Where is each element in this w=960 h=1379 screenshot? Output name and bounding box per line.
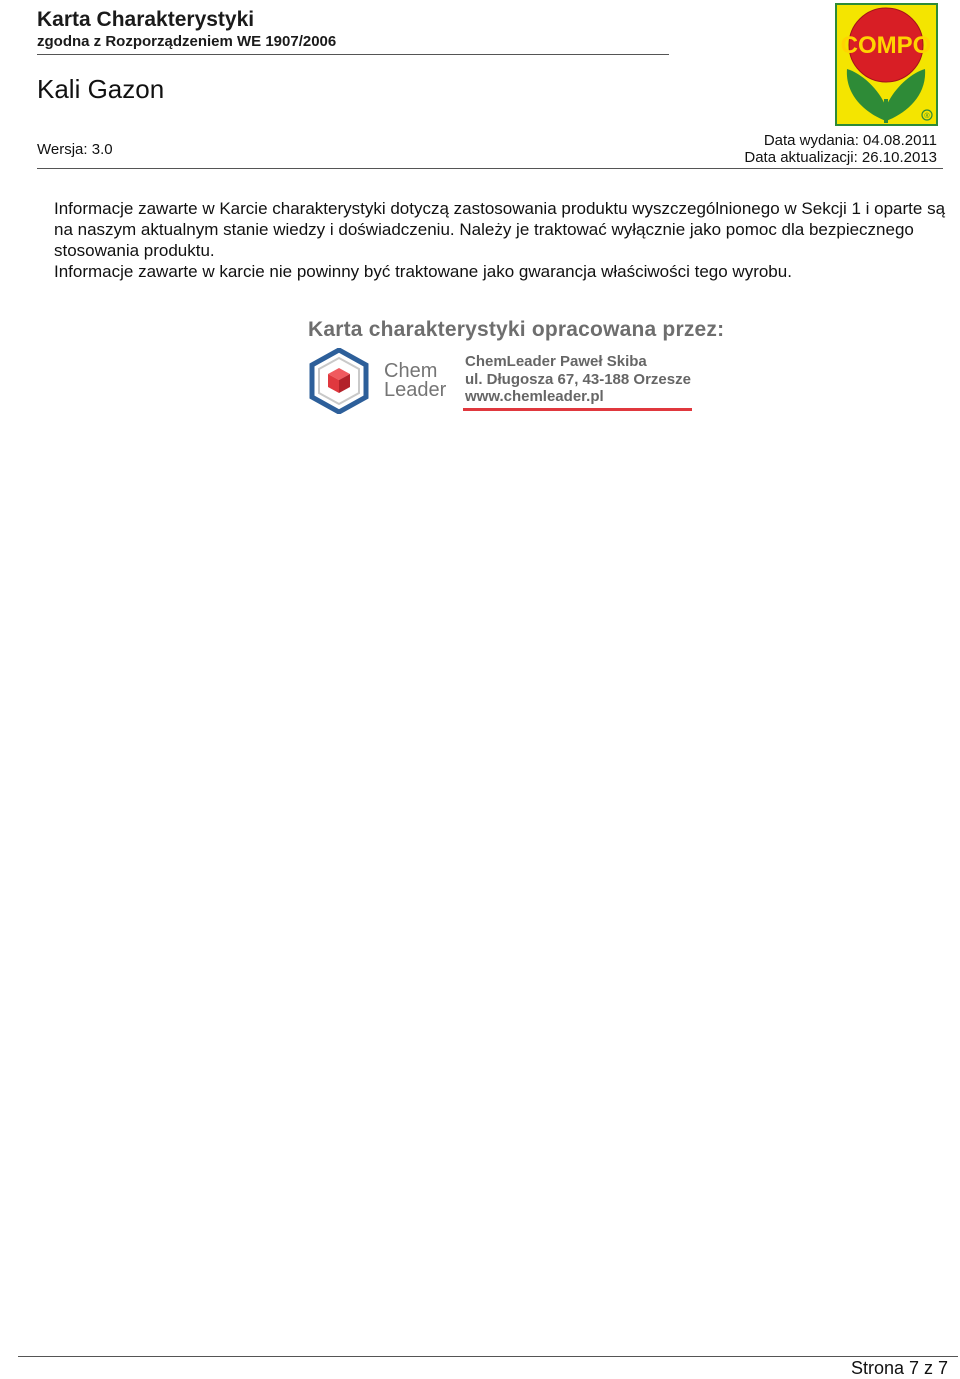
disclaimer-paragraph-2: Informacje zawarte w karcie nie powinny być traktowane jako gwarancja właściwości tego wyrobu.	[54, 262, 792, 281]
company-address: ul. Długosza 67, 43-188 Orzesze	[465, 371, 691, 388]
disclaimer-paragraph-1: Informacje zawarte w Karcie charakterystyki dotyczą zastosowania produktu wyszczególnionego w Sekcji 1 i oparte są na naszym aktualnym stanie wiedzy i doświadczeniu. Należy je traktować wyłącznie jako pomoc dla bezpiecznego stosowania produktu.	[54, 199, 946, 260]
compo-logo-text: COMPO	[840, 32, 932, 59]
credit-accent-line	[463, 408, 692, 411]
registered-mark: ®	[924, 113, 930, 120]
chemleader-cube-icon	[309, 348, 369, 414]
issue-date: Data wydania: 04.08.2011	[763, 132, 937, 149]
company-name: ChemLeader Paweł Skiba	[465, 353, 647, 370]
credit-heading: Karta charakterystyki opracowana przez:	[308, 318, 725, 341]
chemleader-brand-line-1: Chem	[384, 360, 438, 382]
chemleader-brand	[384, 362, 446, 400]
update-date: Data aktualizacji: 26.10.2013	[744, 149, 937, 166]
page-number: Strona 7 z 7	[850, 1358, 948, 1378]
disclaimer-text	[54, 198, 954, 282]
header-divider	[37, 54, 669, 55]
footer-divider	[18, 1356, 958, 1357]
document-subtitle: zgodna z Rozporządzeniem WE 1907/2006	[37, 33, 337, 50]
chemleader-brand-line-2: Leader	[384, 379, 447, 401]
product-name: Kali Gazon	[37, 74, 165, 104]
company-website: www.chemleader.pl	[465, 388, 604, 405]
document-title: Karta Charakterystyki	[37, 8, 255, 31]
compo-logo-icon	[835, 3, 938, 126]
version-label: Wersja: 3.0	[37, 141, 113, 158]
header-bottom-divider	[37, 168, 943, 169]
